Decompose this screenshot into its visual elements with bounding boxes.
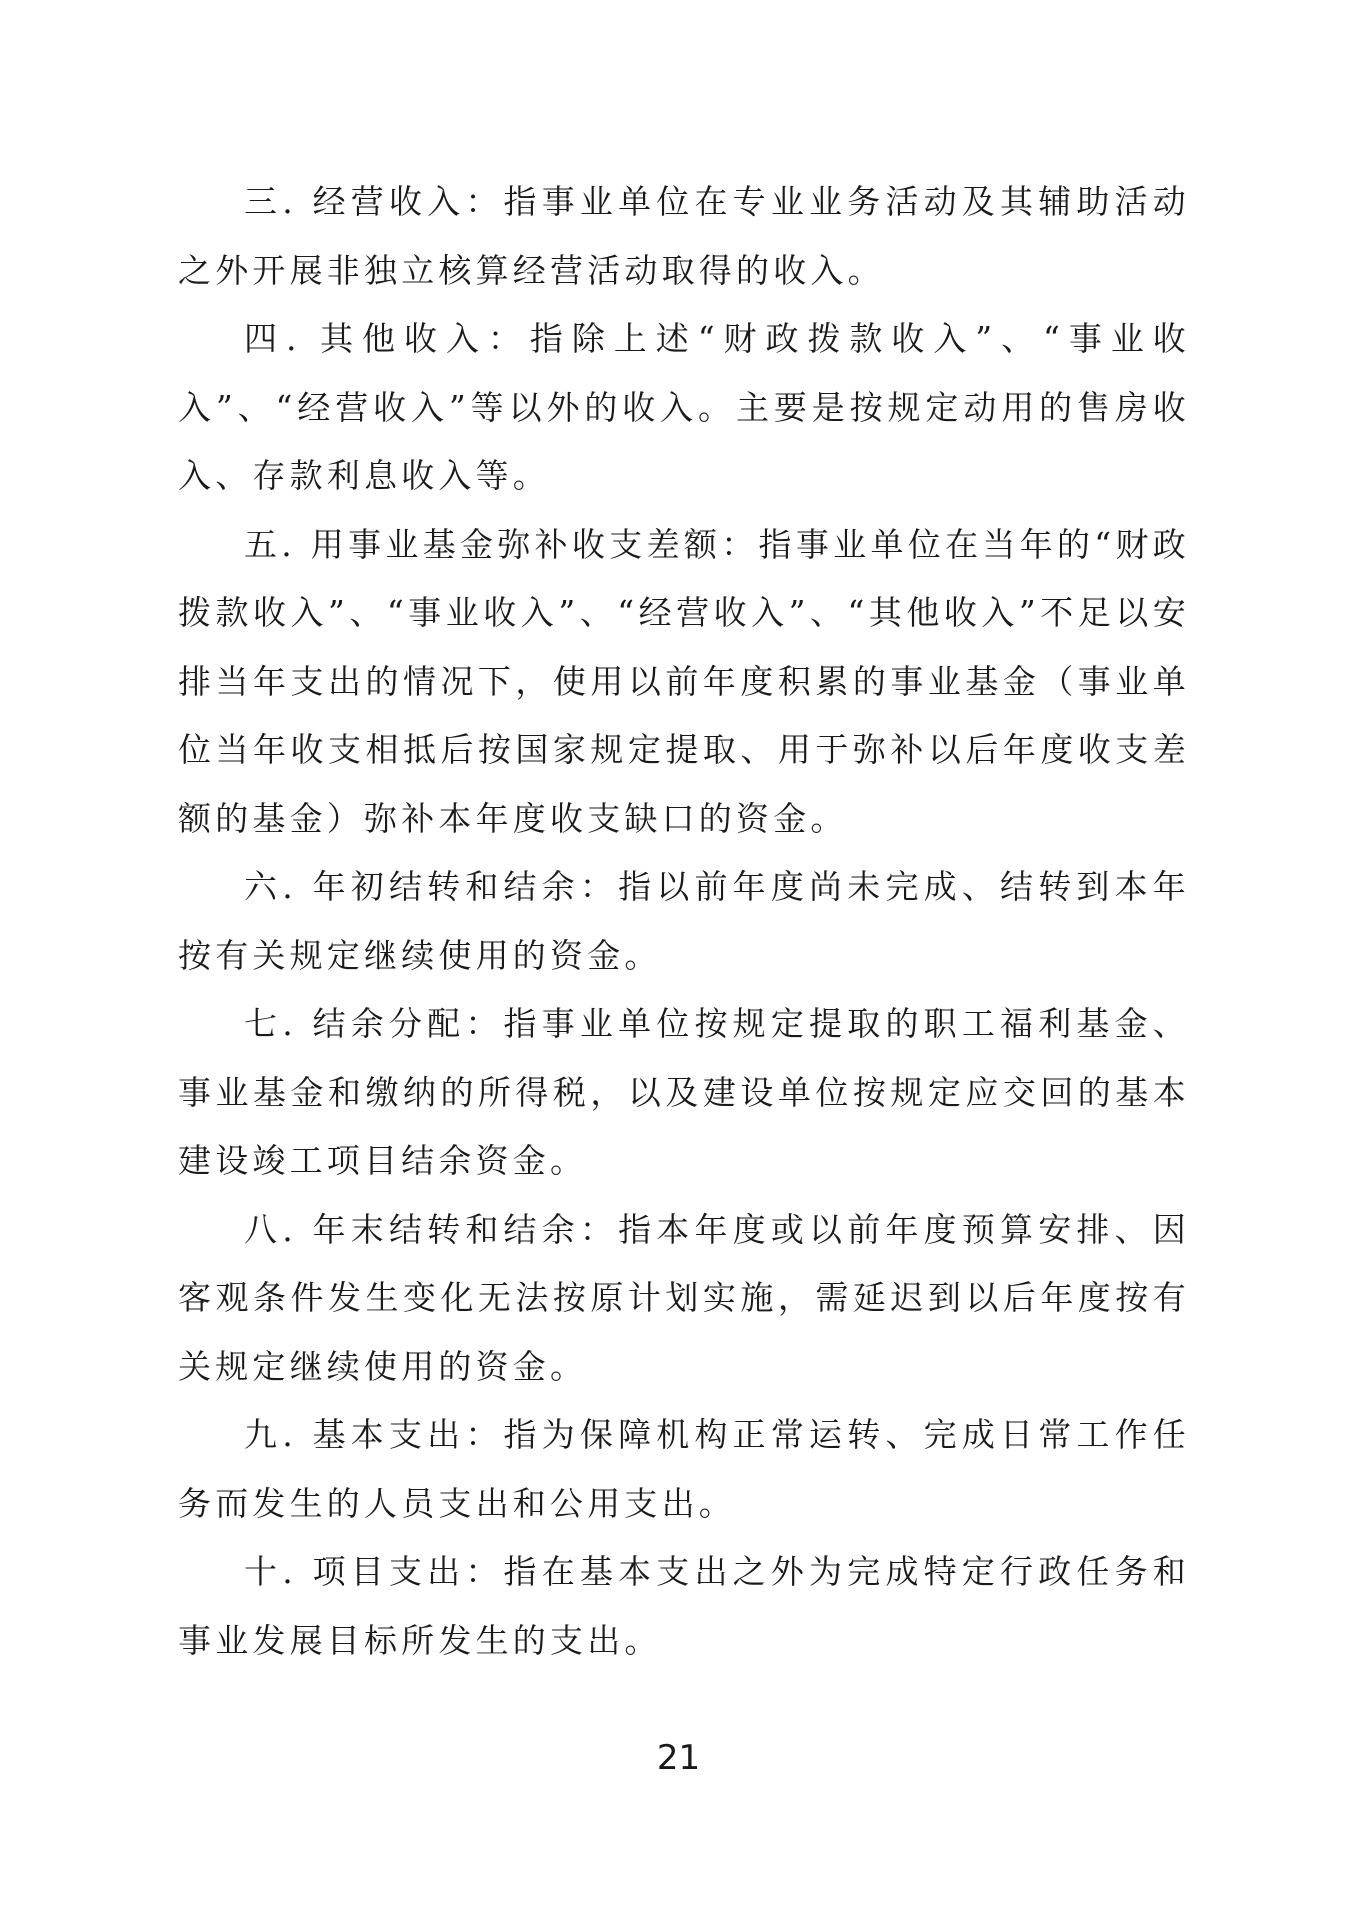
paragraph-project-expenditure: 十. 项目支出：指在基本支出之外为完成特定行政任务和事业发展目标所发生的支出。 xyxy=(178,1552,1190,1660)
page-number: 21 xyxy=(656,1738,701,1778)
paragraph-basic-expenditure: 九. 基本支出：指为保障机构正常运转、完成日常工作任务而发生的人员支出和公用支出。 xyxy=(178,1415,1190,1523)
paragraph-business-fund-supplement: 五. 用事业基金弥补收支差额：指事业单位在当年的“财政拨款收入”、“事业收入”、“经营收入”、“其他收入”不足以安排当年支出的情况下，使用以前年度积累的事业基金（事业单位当年收支相抵后按国家规定提取、用于弥补以后年度收支差额的基金）弥补本年度收支缺口的资金。 xyxy=(178,524,1190,838)
paragraph-other-income: 四. 其他收入：指除上述“财政拨款收入”、“事业收入”、“经营收入”等以外的收入。主要是按规定动用的售房收入、存款利息收入等。 xyxy=(178,319,1190,495)
paragraph-closing-balance: 八. 年末结转和结余：指本年度或以前年度预算安排、因客观条件发生变化无法按原计划实施，需延迟到以后年度按有关规定继续使用的资金。 xyxy=(178,1209,1190,1386)
paragraph-opening-balance: 六. 年初结转和结余：指以前年度尚未完成、结转到本年按有关规定继续使用的资金。 xyxy=(178,867,1190,975)
document-body xyxy=(178,168,1190,1675)
paragraph-operating-income: 三. 经营收入：指事业单位在专业业务活动及其辅助活动之外开展非独立核算经营活动取得的收入。 xyxy=(178,182,1190,290)
paragraph-surplus-distribution: 七. 结余分配：指事业单位按规定提取的职工福利基金、事业基金和缴纳的所得税，以及建设单位按规定应交回的基本建设竣工项目结余资金。 xyxy=(178,1004,1190,1180)
